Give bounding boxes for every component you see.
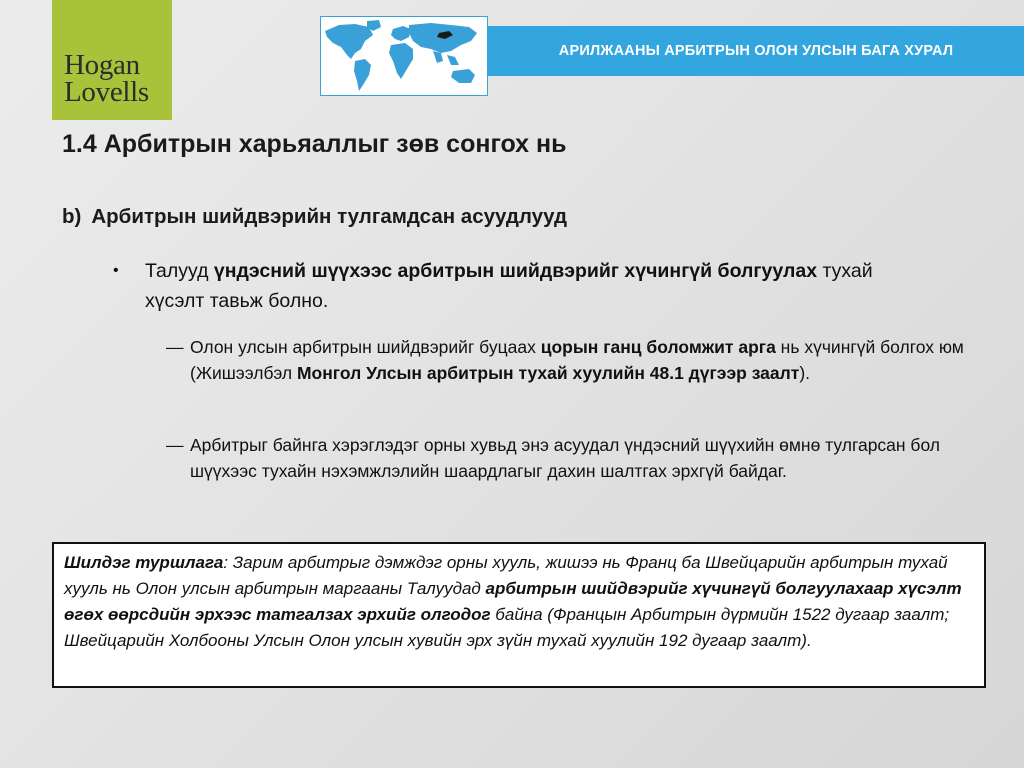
logo-text [64, 49, 149, 108]
best-practice-note [52, 542, 986, 688]
hogan-lovells-logo [52, 0, 172, 120]
note-bold: арбитрын шийдвэрийг хүчингүй болгуулахаар хүсэлт өгөх өөрсдийн эрхээс татгалзах эрхийг олгодог [64, 579, 962, 624]
dash-item-2 [166, 432, 966, 484]
logo-line-1: Hogan [64, 49, 140, 81]
dash-text-1 [190, 334, 966, 386]
note-part2: байна (Францын Арбитрын дүрмийн 1522 дугаар заалт; Швейцарийн Холбооны Улсын Олон улсын хувийн эрх зүйн тухай хуулийн 192 дугаар заалт). [64, 605, 950, 650]
sub-heading-marker: b) [62, 205, 82, 228]
logo-line-2: Lovells [64, 76, 149, 108]
world-map-image [320, 16, 488, 96]
section-title: 1.4 Арбитрын харьяаллыг зөв сонгох нь [62, 130, 567, 158]
note-part1: : Зарим арбитрыг дэмждэг орны хууль, жишээ нь Франц ба Швейцарийн арбитрын тухай хууль нь Олон улсын арбитрын маргааны Талуудад [64, 553, 948, 598]
bullet-text [145, 256, 933, 316]
world-map-icon [321, 17, 487, 95]
bullet-item [113, 256, 933, 316]
dash-mark-1: — [166, 337, 184, 357]
bullet-mark: • [113, 262, 119, 279]
dash1-part3: ). [799, 363, 811, 383]
sub-heading-title: Арбитрын шийдвэрийн тулгамдсан асуудлууд [91, 205, 567, 228]
dash1-part2: нь хүчингүй болгох юм (Жишээлбэл [190, 337, 964, 383]
bullet-text-bold: үндэсний шүүхээс арбитрын шийдвэрийг хүчингүй болгуулах [213, 260, 818, 282]
dash-mark-2: — [166, 435, 184, 455]
dash1-part1: Олон улсын арбитрын шийдвэрийг буцаах [190, 337, 541, 357]
dash-text-2: Арбитрыг байнга хэрэглэдэг орны хувьд энэ асуудал үндэсний шүүхийн өмнө тулгарсан бол шүүхээс тухайн нэхэмжлэлийн шаардлагыг дахин шалтгах эрхгүй байдаг. [190, 435, 941, 481]
dash1-bold2: Монгол Улсын арбитрын тухай хуулийн 48.1 дүгээр заалт [296, 363, 800, 383]
banner-title: АРИЛЖААНЫ АРБИТРЫН ОЛОН УЛСЫН БАГА ХУРАЛ [558, 43, 954, 59]
conference-banner [488, 26, 1024, 76]
note-label: Шилдэг туршлага [64, 553, 224, 572]
dash1-bold1: цорын ганц боломжит арга [540, 337, 776, 357]
sub-heading [62, 205, 567, 229]
bullet-text-part1: Талууд [145, 260, 214, 282]
bullet-text-part2: тухай хүсэлт тавьж болно. [145, 260, 873, 312]
dash-item-1 [166, 334, 966, 386]
